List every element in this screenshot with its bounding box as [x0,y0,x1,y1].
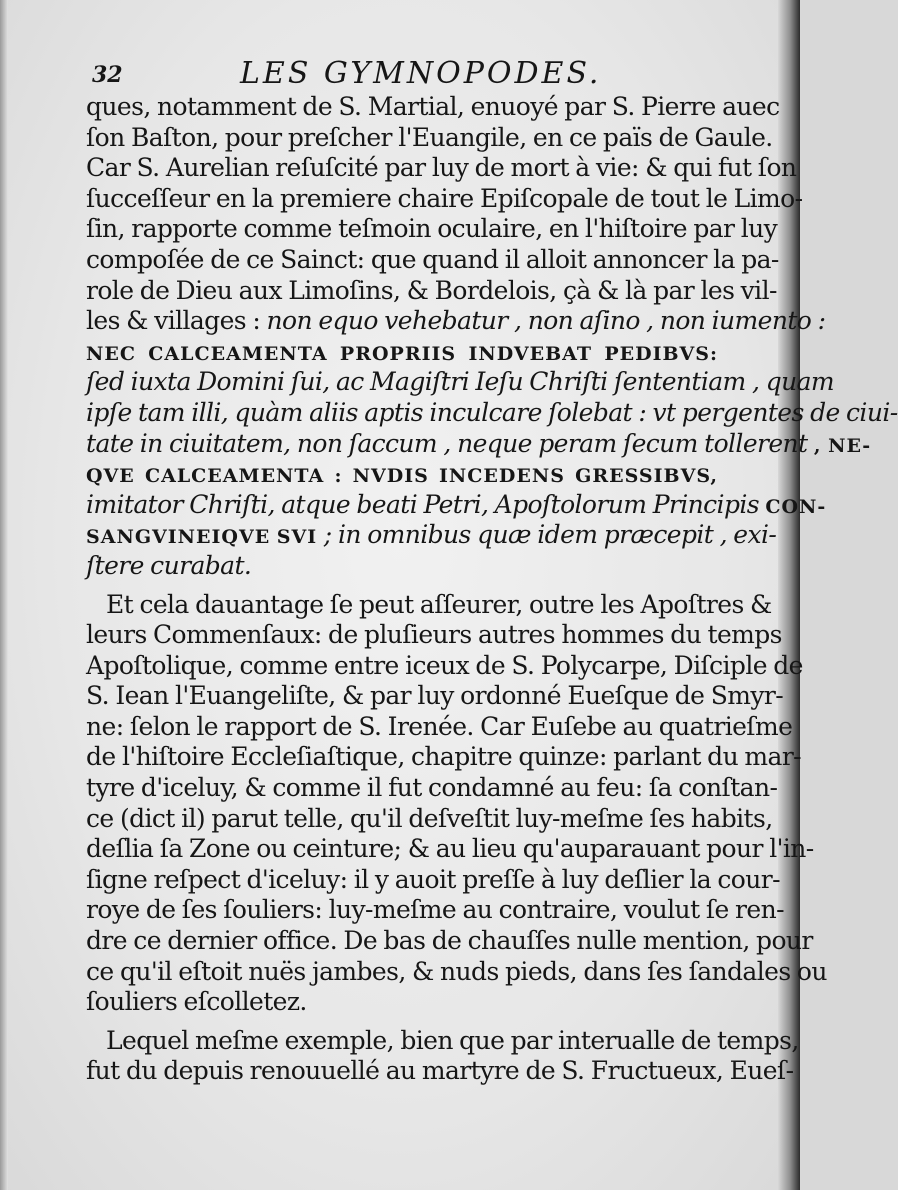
roman-text: roye de ſes ſouliers: luy-meſme au contraire, voulut ſe ren- [86,895,784,925]
small-caps-text: , NE- [813,434,872,457]
text-line [86,926,813,957]
roman-text: ſouliers eſcolletez. [86,987,307,1017]
text-line [86,244,779,276]
text-line [86,1025,799,1057]
page-number: 32 [92,62,123,88]
small-caps-text: QVE CALCEAMENTA : NVDIS INCEDENS GRESSIBVS, [86,465,718,488]
italic-text: ſtere curabat. [86,550,252,580]
text-line [86,459,718,490]
roman-text: Apoſtolique, comme entre iceux de S. Polycarpe, Diſciple de [86,650,803,680]
text-line [86,428,872,460]
roman-text: role de Dieu aux Limoſins, & Bordelois, çà & là par les vil- [86,275,777,305]
text-line [86,397,898,429]
roman-text: compoſée de ce Sainct: que quand il alloit annoncer la pa- [86,244,779,274]
text-line [86,92,780,123]
text-line [86,520,777,551]
page-left-edge [0,0,8,1190]
text-line [86,742,802,773]
text-line [86,956,827,988]
italic-text: imitator Chriſti, atque beati Petri, Apoſtolorum Principis [86,489,766,519]
text-line [86,153,797,184]
text-line [86,681,784,712]
text-line [86,987,718,1018]
text-line [86,773,778,804]
text-line [86,122,773,154]
roman-text: ques, notamment de S. Martial, enuoyé par S. Pierre auec [86,92,780,121]
small-caps-text: SANGVINEIQVE SVI [86,526,324,549]
text-line [86,1056,794,1087]
italic-text: ; in omnibus quæ idem præcepit , exi- [323,520,777,550]
text-line [86,551,718,582]
italic-text: ſed iuxta Domini ſui, ac Magiſtri Ieſu Chriſti ſententiam , quam [86,367,835,397]
roman-text: fut du depuis renouuellé au martyre de S. Fructueux, Eueſ- [86,1056,794,1086]
roman-text: ſin, rapporte comme teſmoin oculaire, en l'hiſtoire par luy [86,214,778,244]
roman-text: Et cela dauantage ſe peut aſſeurer, outre les Apoſtres & [106,589,772,619]
text-line [86,650,803,682]
roman-text: ce (dict il) parut telle, qu'il deſveſtit luy-meſme ſes habits, [86,803,773,833]
roman-text: tyre d'iceluy, & comme il fut condamné au feu: ſa conſtan- [86,773,778,803]
italic-text: tate in ciuitatem, non ſaccum , neque peram ſecum tollerent [86,428,814,458]
roman-text: deſlia ſa Zone ou ceinture; & au lieu qu'auparauant pour l'in- [86,834,814,864]
text-line [86,589,772,621]
roman-text: Car S. Aurelian reſuſcité par luy de mort à vie: & qui fut ſon [86,153,797,183]
italic-text: non equo vehebatur , non aſino , non iumento : [266,306,826,336]
small-caps-text: NEC CALCEAMENTA PROPRIIS INDVEBAT PEDIBVS: [86,342,718,365]
roman-text: Lequel meſme exemple, bien que par interualle de temps, [106,1025,799,1055]
text-line [86,489,827,521]
small-caps-text: CON- [765,495,827,518]
text-line [86,620,782,651]
text-line [86,367,835,398]
text-line [86,275,777,307]
roman-text: ſon Baſton, pour preſcher l'Euangile, en ce païs de Gaule. [86,122,773,152]
text-line [86,183,803,215]
text-line [86,711,793,743]
body-text [86,92,898,1087]
roman-text: ce qu'il eſtoit nuës jambes, & nuds pieds, dans ſes ſandales ou [86,956,827,986]
text-line [86,803,773,835]
text-line [86,337,718,368]
roman-text: ne: ſelon le rapport de S. Irenée. Car Euſebe au quatrieſme [86,711,793,741]
text-line [86,214,778,245]
roman-text: les & villages : [86,306,267,336]
roman-text: de l'hiſtoire Eccleſiaſtique, chapitre quinze: parlant du mar- [86,742,802,772]
text-line [86,306,826,337]
roman-text: ſigne reſpect d'iceluy: il y auoit preſſe à luy deſlier la cour- [86,864,780,894]
text-line [86,895,784,926]
italic-text: ipſe tam illi, quàm aliis aptis inculcare ſolebat : vt pergentes de ciui- [86,397,898,427]
roman-text: S. Iean l'Euangeliſte, & par luy ordonné Eueſque de Smyr- [86,681,784,711]
roman-text: dre ce dernier office. De bas de chauſſes nulle mention, pour [86,926,813,956]
text-line [86,834,814,865]
running-head: LES GYMNOPODES. [240,56,602,91]
roman-text: leurs Commenſaux: de pluſieurs autres hommes du temps [86,620,782,650]
roman-text: ſucceſſeur en la premiere chaire Epiſcopale de tout le Limo- [86,183,803,213]
text-line [86,864,780,896]
